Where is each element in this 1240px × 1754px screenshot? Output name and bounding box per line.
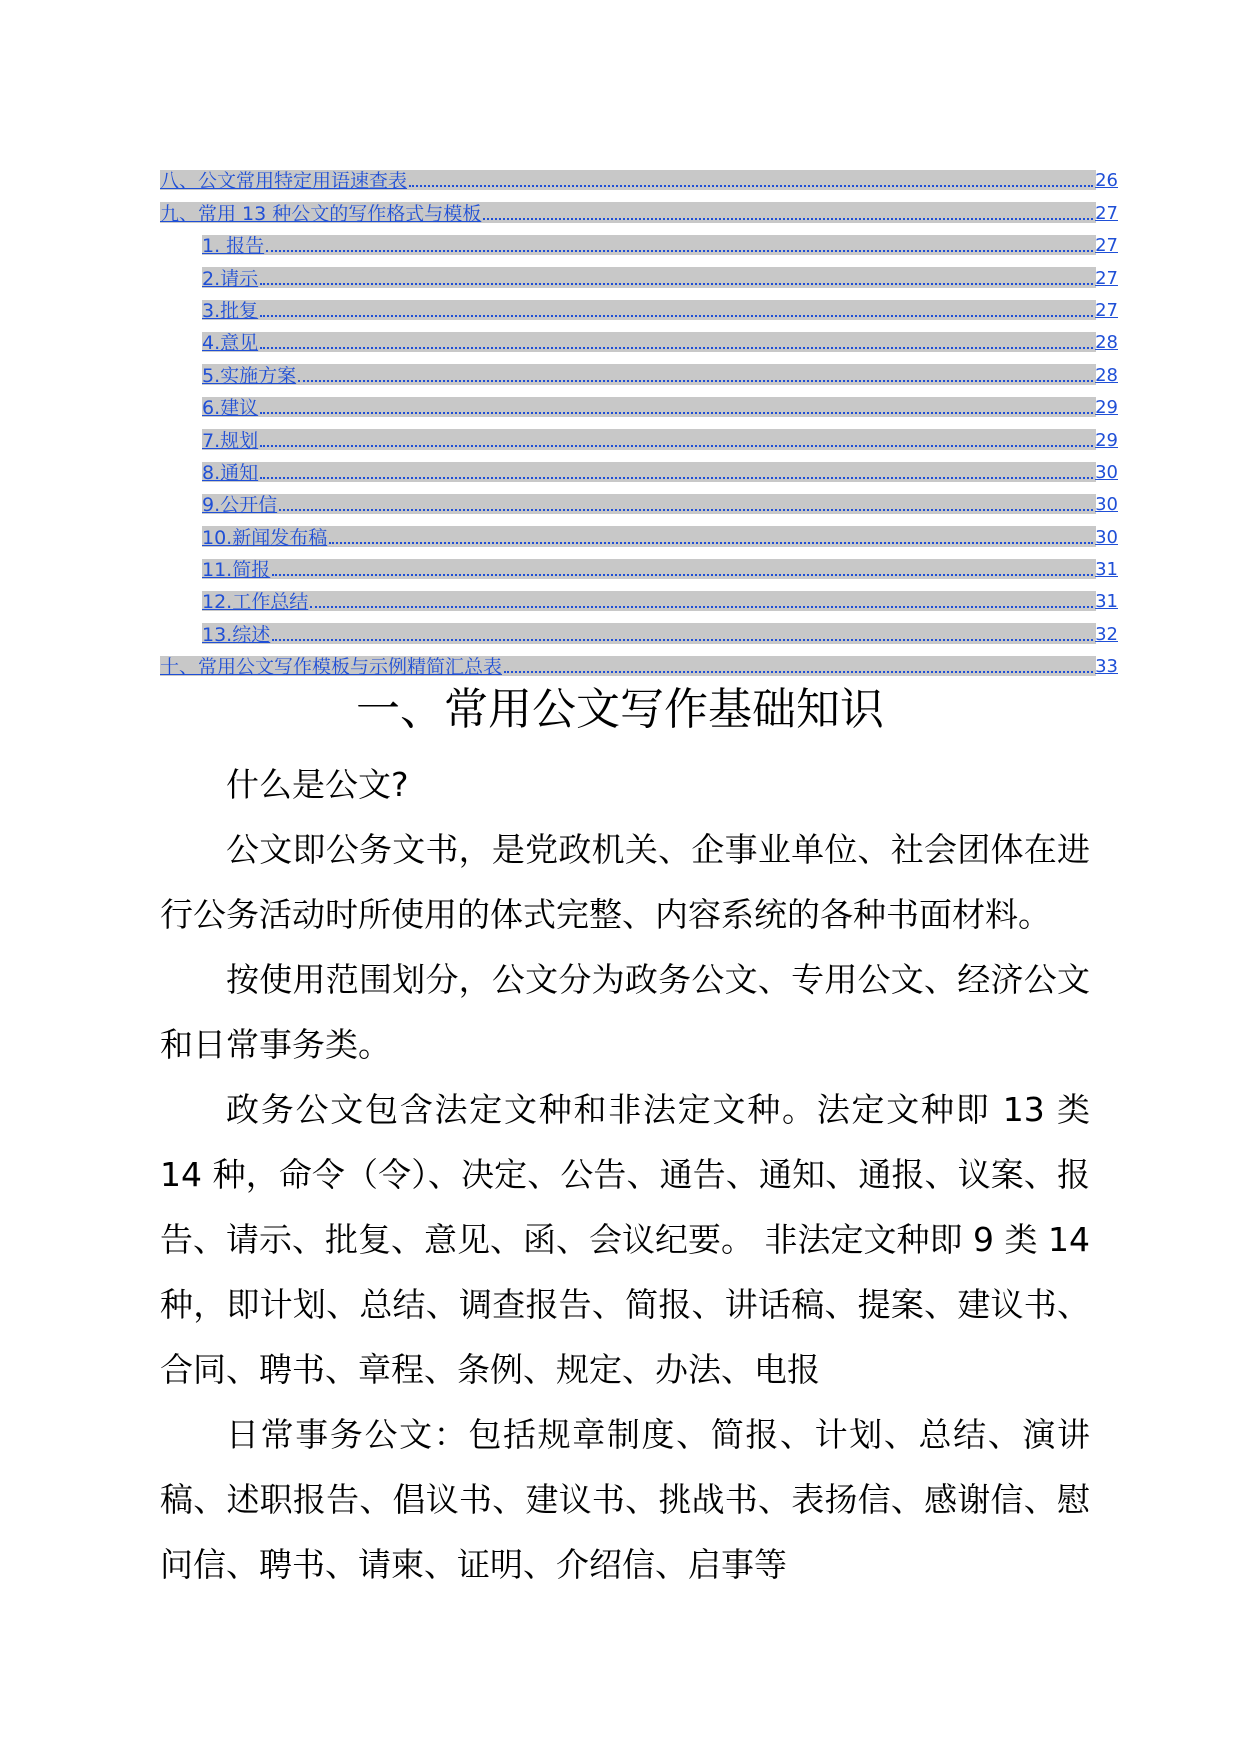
toc-leader — [266, 250, 1093, 252]
toc-page-number: 27 — [1095, 299, 1118, 321]
toc-page-number: 28 — [1095, 364, 1118, 386]
toc-label: 9.公开信 — [202, 494, 278, 517]
toc-page-number: 27 — [1095, 202, 1118, 224]
toc-entry-8[interactable] — [160, 164, 1118, 196]
toc-leader — [272, 639, 1093, 641]
toc-label: 九、常用 13 种公文的写作格式与模板 — [160, 202, 482, 225]
toc-page-number: 30 — [1095, 494, 1118, 516]
toc-leader — [260, 347, 1093, 349]
toc-label: 2.请示 — [202, 267, 259, 290]
paragraph: 按使用范围划分，公文分为政务公文、专用公文、经济公文和日常事务类。 — [160, 960, 1090, 1064]
toc-leader — [260, 283, 1093, 285]
toc-label: 11.简报 — [202, 559, 271, 582]
toc-label: 12.工作总结 — [202, 591, 309, 614]
toc-leader — [298, 380, 1093, 382]
toc-label: 13.综述 — [202, 623, 271, 646]
body-text — [160, 752, 1090, 1597]
toc-page-number: 33 — [1095, 656, 1118, 678]
table-of-contents — [160, 164, 1118, 682]
toc-entry-plan[interactable] — [160, 358, 1118, 390]
toc-page-number: 29 — [1095, 429, 1118, 451]
toc-leader — [260, 412, 1093, 414]
toc-entry-9[interactable] — [160, 196, 1118, 228]
toc-entry-opinion[interactable] — [160, 326, 1118, 358]
toc-entry-notice[interactable] — [160, 456, 1118, 488]
toc-leader — [279, 509, 1093, 511]
toc-entry-10[interactable] — [160, 650, 1118, 682]
toc-page-number: 30 — [1095, 461, 1118, 483]
toc-label: 4.意见 — [202, 332, 259, 355]
toc-label: 八、公文常用特定用语速查表 — [160, 170, 408, 193]
toc-leader — [329, 542, 1093, 544]
toc-label: 1. 报告 — [202, 235, 265, 258]
toc-label: 十、常用公文写作模板与示例精简汇总表 — [160, 656, 503, 679]
toc-leader — [310, 606, 1093, 608]
toc-leader — [504, 671, 1093, 673]
toc-label: 3.批复 — [202, 299, 259, 322]
toc-entry-report[interactable] — [160, 229, 1118, 261]
toc-entry-planning[interactable] — [160, 423, 1118, 455]
toc-page-number: 26 — [1095, 170, 1118, 192]
toc-entry-work-summary[interactable] — [160, 585, 1118, 617]
toc-label: 5.实施方案 — [202, 364, 297, 387]
toc-label: 6.建议 — [202, 397, 259, 420]
toc-page-number: 29 — [1095, 397, 1118, 419]
paragraph: 公文即公务文书，是党政机关、企事业单位、社会团体在进行公务活动时所使用的体式完整、内容系统的各种书面材料。 — [160, 830, 1090, 934]
toc-page-number: 32 — [1095, 623, 1118, 645]
toc-label: 7.规划 — [202, 429, 259, 452]
toc-page-number: 28 — [1095, 332, 1118, 354]
toc-entry-press-release[interactable] — [160, 520, 1118, 552]
toc-leader — [272, 574, 1093, 576]
paragraph: 什么是公文? — [226, 765, 409, 804]
toc-leader — [260, 445, 1093, 447]
toc-page-number: 31 — [1095, 591, 1118, 613]
toc-leader — [260, 477, 1093, 479]
toc-leader — [409, 185, 1093, 187]
toc-entry-request[interactable] — [160, 261, 1118, 293]
toc-entry-open-letter[interactable] — [160, 488, 1118, 520]
toc-page-number: 27 — [1095, 267, 1118, 289]
toc-leader — [260, 315, 1093, 317]
toc-leader — [483, 218, 1093, 220]
toc-entry-suggestion[interactable] — [160, 391, 1118, 423]
toc-page-number: 31 — [1095, 559, 1118, 581]
toc-label: 8.通知 — [202, 461, 259, 484]
toc-label: 10.新闻发布稿 — [202, 526, 328, 549]
toc-page-number: 27 — [1095, 235, 1118, 257]
section-heading: 一、常用公文写作基础知识 — [356, 684, 884, 735]
toc-page-number: 30 — [1095, 526, 1118, 548]
toc-entry-briefing[interactable] — [160, 553, 1118, 585]
toc-entry-review[interactable] — [160, 617, 1118, 649]
paragraph: 日常事务公文：包括规章制度、简报、计划、总结、演讲稿、述职报告、倡议书、建议书、挑战书、表扬信、感谢信、慰问信、聘书、请柬、证明、介绍信、启事等 — [160, 1415, 1090, 1584]
paragraph: 政务公文包含法定文种和非法定文种。法定文种即 13 类 14 种，命令（令）、决定、公告、通告、通知、通报、议案、报告、请示、批复、意见、函、会议纪要。 非法定文种即 9 类 14 种，即计划、总结、调查报告、简报、讲话稿、提案、建议书、合同、聘书、章程、条例、规定、办法、电报 — [160, 1090, 1090, 1389]
toc-entry-reply[interactable] — [160, 294, 1118, 326]
